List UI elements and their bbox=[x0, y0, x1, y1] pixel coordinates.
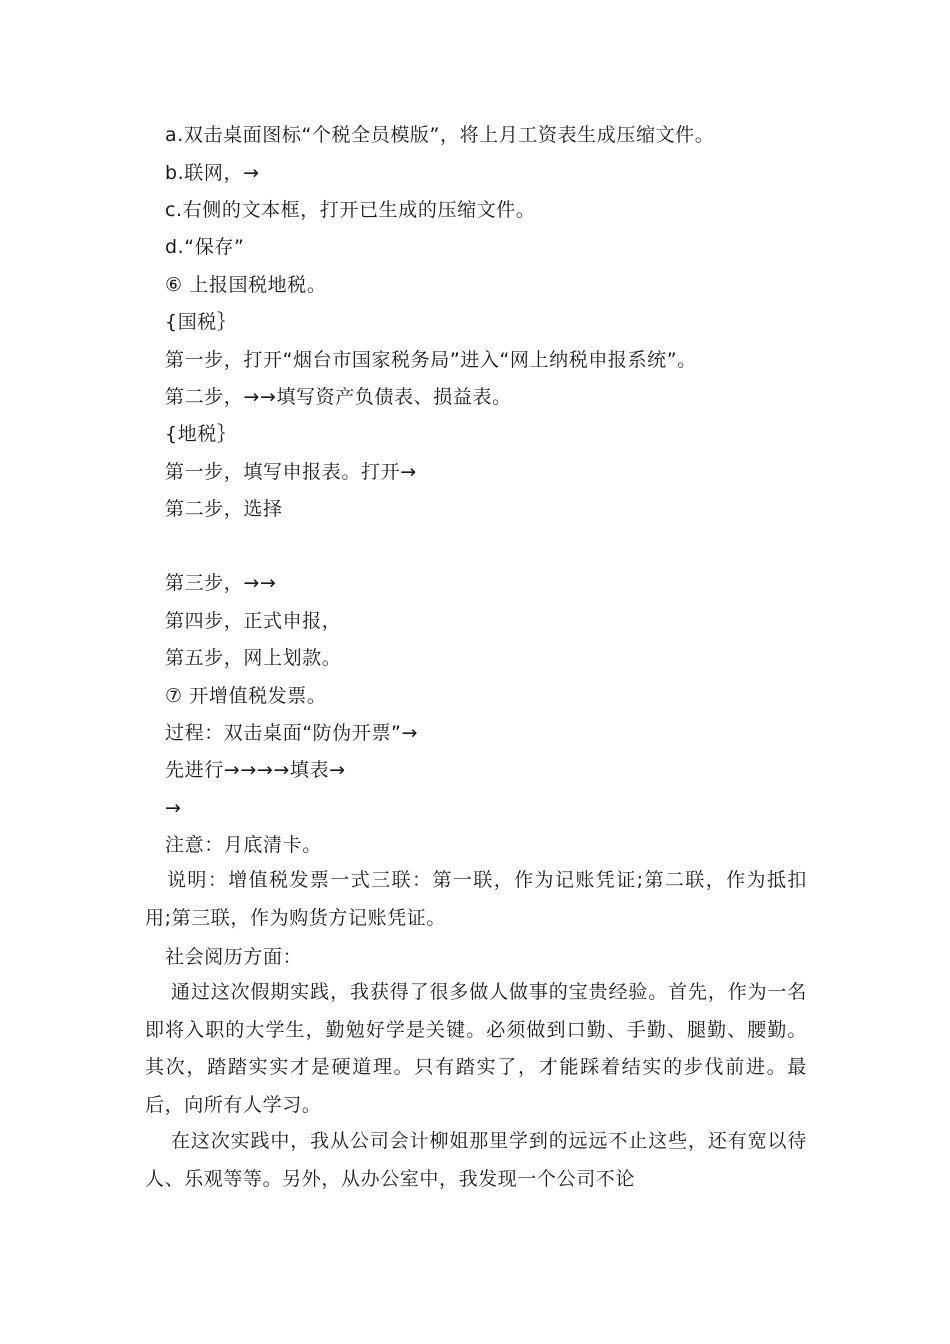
local-tax-step-2: 第二步，选择 bbox=[165, 498, 283, 520]
local-tax-step-5: 第五步，网上划款。 bbox=[165, 647, 342, 669]
learning-paragraph: 在这次实践中，我从公司会计柳姐那里学到的远远不止这些，还有宽以待人、乐观等等。另外，从办公室中，我发现一个公司不论 bbox=[145, 1130, 807, 1190]
local-tax-step-4: 第四步，正式申报， bbox=[165, 610, 342, 632]
social-experience-heading: 社会阅历方面： bbox=[165, 946, 303, 968]
local-tax-label: {地税｝ bbox=[165, 423, 237, 445]
invoice-steps-line: 先进行→→→→填表→ bbox=[165, 759, 346, 781]
section-7-heading: ⑦ 开增值税发票。 bbox=[165, 685, 327, 707]
experience-paragraph: 通过这次假期实践，我获得了很多做人做事的宝贵经验。首先，作为一名即将入职的大学生，勤勉好学是关键。必须做到口勤、手勤、腿勤、腰勤。其次，踏踏实实才是硬道理。只有踏实了，才能踩着结实的步伐前进。最后，向所有人学习。 bbox=[145, 981, 807, 1116]
step-c-line: c.右侧的文本框，打开已生成的压缩文件。 bbox=[165, 199, 536, 221]
step-d-line: d.“保存” bbox=[165, 236, 245, 258]
national-tax-step-2: 第二步，→→填写资产负债表、损益表。 bbox=[165, 386, 512, 408]
national-tax-step-1: 第一步，打开“烟台市国家税务局”进入“网上纳税申报系统”。 bbox=[165, 349, 697, 371]
national-tax-label: {国税｝ bbox=[165, 311, 237, 333]
invoice-arrow-line: → bbox=[165, 797, 182, 819]
section-6-heading: ⑥ 上报国税地税。 bbox=[165, 274, 327, 296]
invoice-explanation-paragraph: 说明：增值税发票一式三联：第一联，作为记账凭证;第二联，作为抵扣用;第三联，作为购货方记账凭证。 bbox=[145, 869, 807, 929]
invoice-process-line: 过程：双击桌面“防伪开票”→ bbox=[165, 722, 419, 744]
month-end-note: 注意：月底清卡。 bbox=[165, 834, 322, 856]
step-a-line: a.双击桌面图标“个税全员模版”，将上月工资表生成压缩文件。 bbox=[165, 124, 715, 146]
local-tax-step-3: 第三步，→→ bbox=[165, 572, 277, 594]
step-b-line: b.联网，→ bbox=[165, 162, 260, 184]
local-tax-step-1: 第一步，填写申报表。打开→ bbox=[165, 461, 417, 483]
